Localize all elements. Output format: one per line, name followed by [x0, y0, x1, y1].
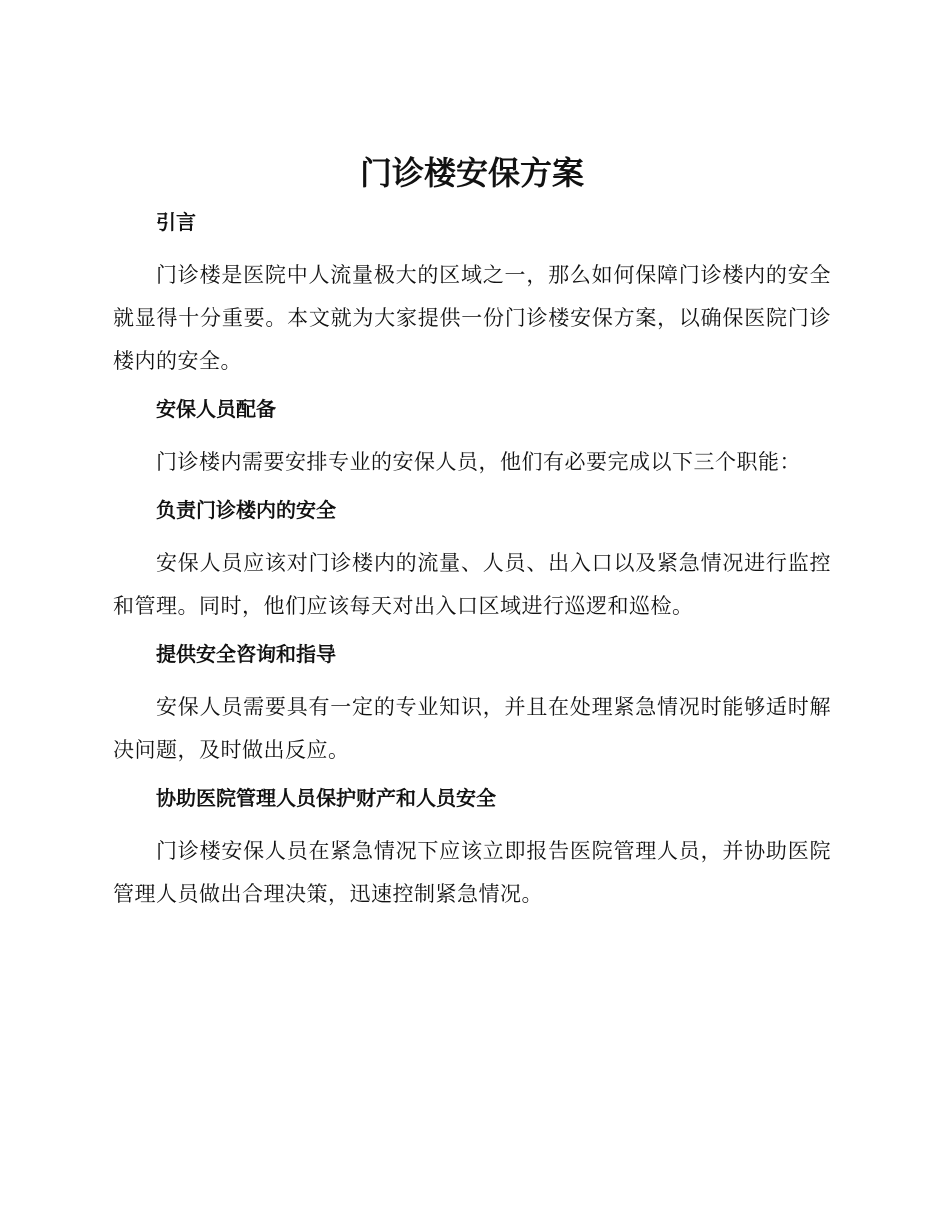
spacer — [113, 196, 831, 208]
section-paragraph-consulting: 安保人员需要具有一定的专业知识，并且在处理紧急情况时能够适时解决问题，及时做出反应。 — [113, 695, 831, 762]
spacer — [113, 668, 831, 686]
document-body — [113, 150, 831, 916]
section-paragraph-introduction: 门诊楼是医院中人流量极大的区域之一，那么如何保障门诊楼内的安全就显得十分重要。本文就为大家提供一份门诊楼安保方案，以确保医院门诊楼内的安全。 — [113, 263, 831, 373]
section-paragraph-assist-management: 门诊楼安保人员在紧急情况下应该立即报告医院管理人员，并协助医院管理人员做出合理决策，迅速控制紧急情况。 — [113, 839, 831, 906]
document-title: 门诊楼安保方案 — [359, 154, 584, 192]
section-heading-staffing: 安保人员配备 — [156, 397, 276, 421]
spacer — [113, 423, 831, 441]
section-heading-safety-responsibility: 负责门诊楼内的安全 — [156, 498, 336, 522]
section-paragraph-staffing: 门诊楼内需要安排专业的安保人员，他们有必要完成以下三个职能： — [156, 450, 801, 474]
spacer — [113, 524, 831, 542]
section-heading-consulting: 提供安全咨询和指导 — [156, 642, 336, 666]
spacer — [113, 484, 831, 496]
spacer — [113, 236, 831, 254]
spacer — [113, 812, 831, 830]
section-heading-introduction: 引言 — [156, 210, 196, 234]
section-heading-assist-management: 协助医院管理人员保护财产和人员安全 — [156, 786, 496, 810]
spacer — [113, 628, 831, 640]
spacer — [113, 772, 831, 784]
section-paragraph-safety-responsibility: 安保人员应该对门诊楼内的流量、人员、出入口以及紧急情况进行监控和管理。同时，他们应该每天对出入口区域进行巡逻和巡检。 — [113, 551, 831, 618]
spacer — [113, 383, 831, 395]
